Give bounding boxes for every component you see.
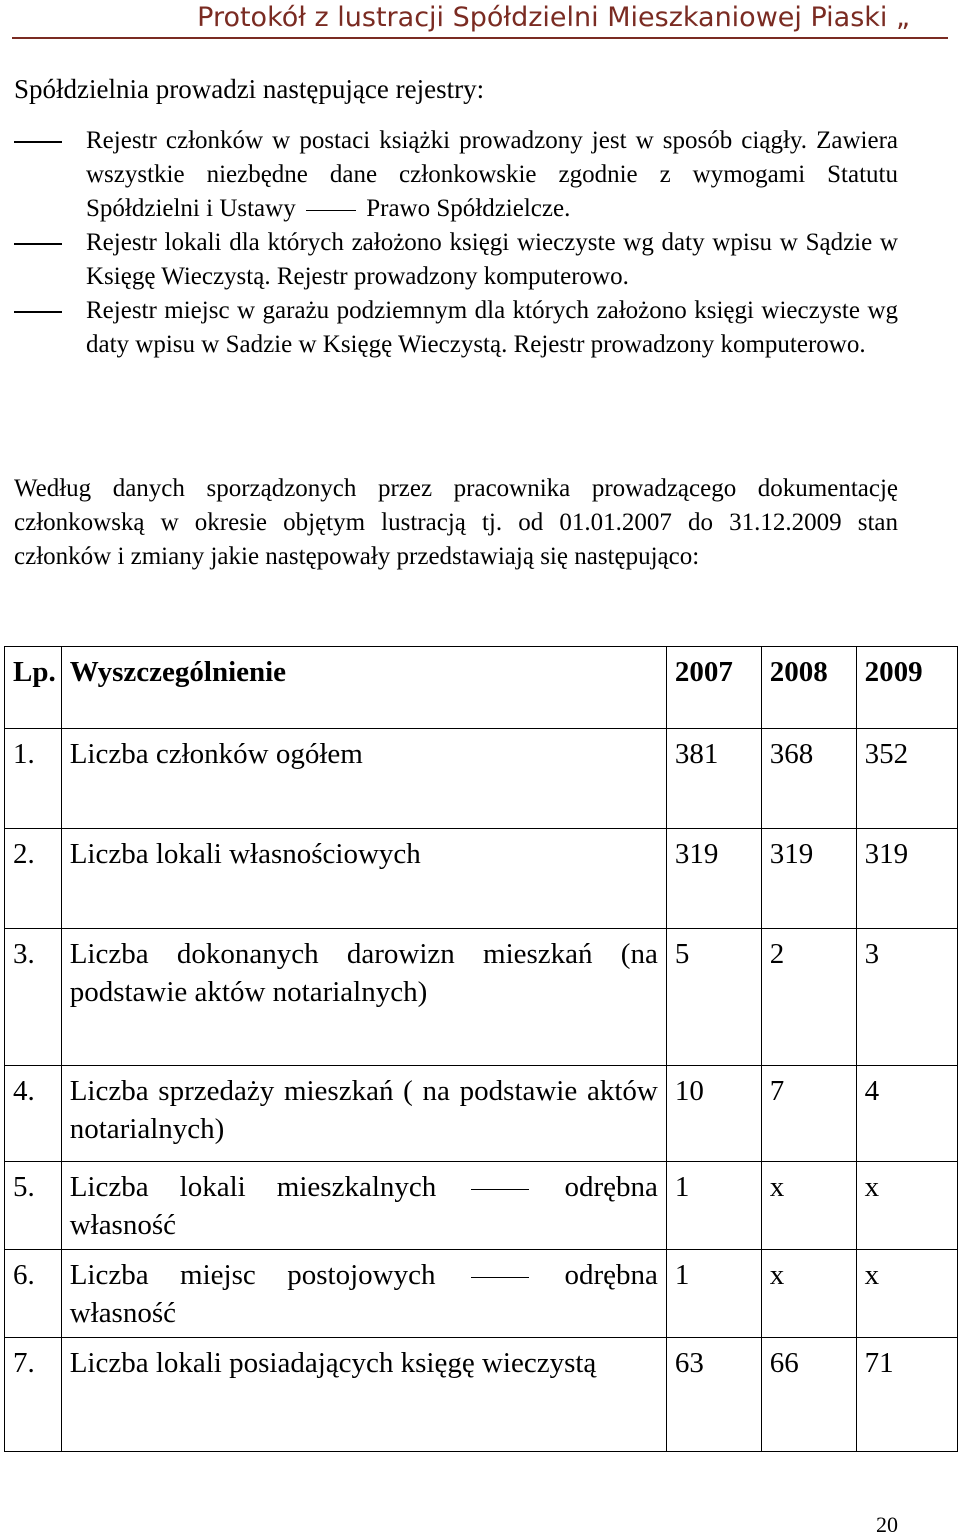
registers-list (14, 124, 898, 362)
table-header-row (5, 647, 958, 729)
cell-2009: 4 (856, 1066, 957, 1162)
description-text-continued: odrębna własność (69, 1259, 658, 1329)
cell-lp: 3. (5, 929, 62, 1066)
document-title: Protokół z lustracji Spółdzielni Mieszkaniowej Piaski „ (197, 2, 910, 33)
cell-2007: 5 (666, 929, 761, 1066)
register-text-continued: Prawo Spółdzielcze. (366, 195, 571, 222)
header-description: Wyszczególnienie (61, 647, 666, 729)
cell-2007: 381 (666, 729, 761, 829)
cell-2008: x (761, 1250, 856, 1338)
description-text: Liczba lokali mieszkalnych (69, 1171, 437, 1203)
cell-lp: 5. (5, 1162, 62, 1250)
table-row (5, 729, 958, 829)
membership-table (4, 646, 958, 1452)
cell-2007: 63 (666, 1338, 761, 1452)
registers-intro: Spółdzielnia prowadzi następujące rejestry: (14, 74, 485, 104)
cell-description: Liczba sprzedaży mieszkań ( na podstawie aktów notarialnych) (61, 1066, 666, 1162)
cell-description: Liczba lokali własnościowych (61, 829, 666, 929)
cell-2008: 7 (761, 1066, 856, 1162)
header-divider (12, 37, 948, 39)
cell-2009: 352 (856, 729, 957, 829)
cell-description: Liczba lokali posiadających księgę wieczystą (61, 1338, 666, 1452)
register-item-premises (14, 226, 898, 294)
cell-lp: 4. (5, 1066, 62, 1162)
cell-lp: 2. (5, 829, 62, 929)
membership-summary-paragraph: Według danych sporządzonych przez pracownika prowadzącego dokumentację członkowską w okresie objętym lustracją tj. od 01.01.2007 do 31.12.2009 stan członków i zmiany jakie następowały przedstawiają się następująco: (14, 475, 898, 570)
dash-bullet (14, 243, 62, 245)
cell-2009: 319 (856, 829, 957, 929)
header-year-2007: 2007 (666, 647, 761, 729)
page-number: 20 (876, 1512, 898, 1537)
cell-2008: 2 (761, 929, 856, 1066)
table-row (5, 1066, 958, 1162)
table-row (5, 1162, 958, 1250)
table-row (5, 929, 958, 1066)
cell-2008: x (761, 1162, 856, 1250)
register-text: Rejestr lokali dla których założono księgi wieczyste wg daty wpisu w Sądzie w Księgę Wieczystą. Rejestr prowadzony komputerowo. (86, 229, 898, 290)
table-row (5, 1338, 958, 1452)
cell-2008: 368 (761, 729, 856, 829)
cell-2007: 1 (666, 1250, 761, 1338)
cell-2007: 319 (666, 829, 761, 929)
register-item-members (14, 124, 898, 226)
cell-2007: 10 (666, 1066, 761, 1162)
cell-lp: 1. (5, 729, 62, 829)
page-header (0, 0, 960, 42)
cell-2008: 319 (761, 829, 856, 929)
em-dash (471, 1189, 529, 1191)
cell-description (61, 1250, 666, 1338)
register-text: Rejestr członków w postaci książki prowadzony jest w sposób ciągły. Zawiera wszystkie niezbędne dane członkowskie zgodnie z wymogami Statutu Spółdzielni i Ustawy (86, 127, 898, 222)
cell-2007: 1 (666, 1162, 761, 1250)
cell-description (61, 1162, 666, 1250)
table-row (5, 1250, 958, 1338)
register-item-garage (14, 294, 898, 362)
header-lp: Lp. (5, 647, 62, 729)
em-dash (306, 210, 356, 212)
cell-description: Liczba członków ogółem (61, 729, 666, 829)
header-year-2008: 2008 (761, 647, 856, 729)
cell-2009: x (856, 1250, 957, 1338)
cell-2009: x (856, 1162, 957, 1250)
cell-lp: 6. (5, 1250, 62, 1338)
em-dash (471, 1277, 529, 1279)
cell-description: Liczba dokonanych darowizn mieszkań (na podstawie aktów notarialnych) (61, 929, 666, 1066)
cell-2008: 66 (761, 1338, 856, 1452)
header-year-2009: 2009 (856, 647, 957, 729)
description-text: Liczba miejsc postojowych (69, 1259, 436, 1291)
description-text-continued: odrębna własność (69, 1171, 658, 1241)
cell-2009: 71 (856, 1338, 957, 1452)
register-text: Rejestr miejsc w garażu podziemnym dla których założono księgi wieczyste wg daty wpisu w Sadzie w Księgę Wieczystą. Rejestr prowadzony komputerowo. (86, 297, 898, 358)
dash-bullet (14, 141, 62, 143)
dash-bullet (14, 311, 62, 313)
cell-2009: 3 (856, 929, 957, 1066)
table-row (5, 829, 958, 929)
cell-lp: 7. (5, 1338, 62, 1452)
